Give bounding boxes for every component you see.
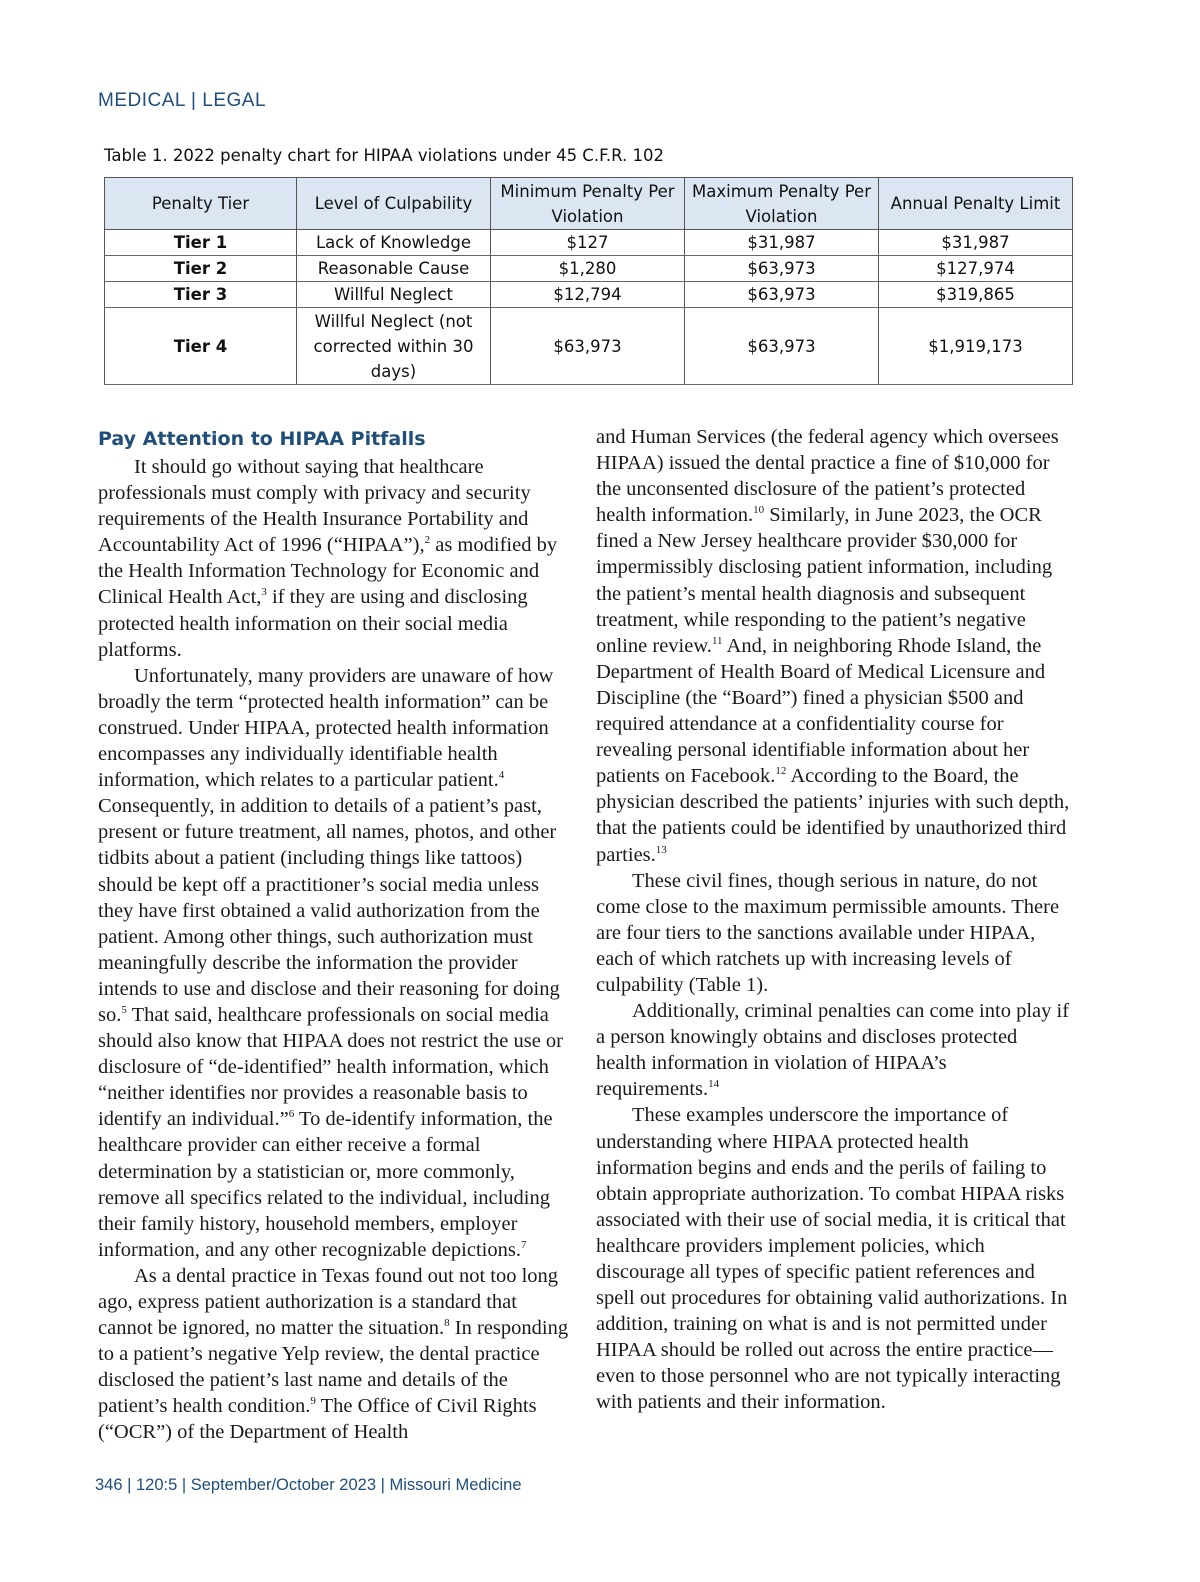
cell-maximum: $63,973 [685, 256, 879, 282]
footnote-ref: 13 [655, 843, 667, 856]
header-annual-penalty-limit: Annual Penalty Limit [879, 178, 1073, 230]
cell-minimum: $1,280 [491, 256, 685, 282]
cell-maximum: $63,973 [685, 282, 879, 308]
paragraph: These civil fines, though serious in nature, do not come close to the maximum permissible amounts. There are four tiers to the sanctions available under HIPAA, each of which ratchets up with increasing levels of culpability (Table 1). [596, 869, 1060, 996]
cell-annual-limit: $319,865 [879, 282, 1073, 308]
footnote-ref: 12 [775, 765, 787, 778]
table-row [105, 282, 1073, 308]
table-header-row [105, 178, 1073, 230]
paragraph: These examples underscore the importance of understanding where HIPAA protected health information begins and ends and the perils of failing to obtain appropriate authorization. To combat HIPAA risks associated with their use of social media, it is critical that healthcare providers implement policies, which discourage all types of specific patient references and spell out procedures for obtaining valid authorizations. In addition, training on what is and is not permitted under HIPAA should be rolled out across the entire practice—even to those personnel who are not typically interacting with patients and their information. [596, 1104, 1068, 1414]
footnote-ref: 11 [711, 634, 723, 647]
header-minimum-penalty: Minimum Penalty Per Violation [491, 178, 685, 230]
penalty-table [104, 177, 1073, 385]
cell-annual-limit: $127,974 [879, 256, 1073, 282]
cell-tier: Tier 2 [105, 256, 297, 282]
paragraph: Unfortunately, many providers are unaware of how broadly the term “protected health information” can be construed. Under HIPAA, protected health information encompasses any individually identifiable health information, which relates to a particular patient.$^4$ Consequently, in addition to details of a patient’s past, present or future treatment, all names, photos, and other tidbits about a patient (including things like tattoos) should be kept off a practitioner’s social media unless they have first obtained a valid authorization from the patient. Among other things, such authorization must meaningfully describe the information the provider intends to use and disclose and their reasoning for doing so.$^5$ That said, healthcare professionals on social media should also know that HIPAA does not restrict the use or disclosure of “de-identified” health information, which “neither identifies nor provides a reasonable basis to identify an individual.”$^6$ To de-identify information, the healthcare provider can either receive a formal determination by a statistician or, more commonly, remove all specifics related to the individual, including their family history, household members, employer information, and any other recognizable depictions.$^7$ [98, 664, 564, 1261]
header-maximum-penalty: Maximum Penalty Per Violation [685, 178, 879, 230]
table-row [105, 256, 1073, 282]
paragraph: Additionally, criminal penalties can come into play if a person knowingly obtains and discloses protected health information in violation of HIPAA’s requirements.$^{14}$ [596, 1000, 1070, 1101]
cell-maximum: $31,987 [685, 230, 879, 256]
section-label: MEDICAL | LEGAL [98, 90, 267, 111]
footnote-ref: 7 [520, 1238, 527, 1251]
footnote-ref: 3 [261, 586, 267, 599]
paragraph: It should go without saying that healthcare professionals must comply with privacy and security requirements of the Health Insurance Portability and Accountability Act of 1996 (“HIPAA”),$^2$ as modified by the Health Information Technology for Economic and Clinical Health Act,$^3$ if they are using and disclosing protected health information on their social media platforms. [98, 456, 558, 661]
cell-culpability: Reasonable Cause [297, 256, 491, 282]
right-column [596, 424, 1070, 1416]
footnote-ref: 9 [310, 1395, 316, 1408]
footnote-ref: 4 [498, 769, 505, 782]
table-caption: Table 1. 2022 penalty chart for HIPAA violations under 45 C.F.R. 102 [104, 146, 665, 165]
footnote-ref: 10 [753, 504, 765, 517]
cell-culpability: Lack of Knowledge [297, 230, 491, 256]
cell-tier: Tier 1 [105, 230, 297, 256]
header-penalty-tier: Penalty Tier [105, 178, 297, 230]
footnote-ref: 6 [288, 1108, 295, 1121]
cell-tier: Tier 3 [105, 282, 297, 308]
left-column [98, 424, 572, 1446]
cell-maximum: $63,973 [685, 308, 879, 385]
table-row [105, 308, 1073, 385]
paragraph: and Human Services (the federal agency which oversees HIPAA) issued the dental practice a fine of $10,000 for the unconsented disclosure of the patient’s protected health information.$^{10}$ Similarly, in June 2023, the OCR fined a New Jersey healthcare provider $30,000 for impermissibly disclosing patient information, including the patient’s mental health diagnosis and subsequent treatment, while responding to the patient’s negative online review.$^{11}$ And, in neighboring Rhode Island, the Department of Health Board of Medical Licensure and Discipline (the “Board”) fined a physician $500 and required attendance at a confidentiality course for revealing personal identifiable information about her patients on Facebook.$^{12}$ According to the Board, the physician described the patients’ injuries with such depth, that the patients could be identified by unauthorized third parties.$^{13}$ [596, 426, 1070, 866]
article-heading: Pay Attention to HIPAA Pitfalls [98, 428, 426, 450]
cell-minimum: $12,794 [491, 282, 685, 308]
footnote-ref: 14 [708, 1078, 720, 1091]
footnote-ref: 5 [121, 1003, 127, 1016]
footnote-ref: 8 [444, 1317, 450, 1330]
cell-culpability: Willful Neglect [297, 282, 491, 308]
cell-tier: Tier 4 [105, 308, 297, 385]
header-level-of-culpability: Level of Culpability [297, 178, 491, 230]
cell-annual-limit: $1,919,173 [879, 308, 1073, 385]
cell-culpability: Willful Neglect (not corrected within 30 days) [297, 308, 491, 385]
footnote-ref: 2 [424, 534, 431, 547]
page-footer: 346 | 120:5 | September/October 2023 | Missouri Medicine [95, 1476, 522, 1494]
cell-annual-limit: $31,987 [879, 230, 1073, 256]
paragraph: As a dental practice in Texas found out not too long ago, express patient authorization is a standard that cannot be ignored, no matter the situation.$^8$ In responding to a patient’s negative Yelp review, the dental practice disclosed the patient’s last name and details of the patient’s health condition.$^9$ The Office of Civil Rights (“OCR”) of the Department of Health [98, 1264, 569, 1444]
table-row [105, 230, 1073, 256]
cell-minimum: $63,973 [491, 308, 685, 385]
cell-minimum: $127 [491, 230, 685, 256]
